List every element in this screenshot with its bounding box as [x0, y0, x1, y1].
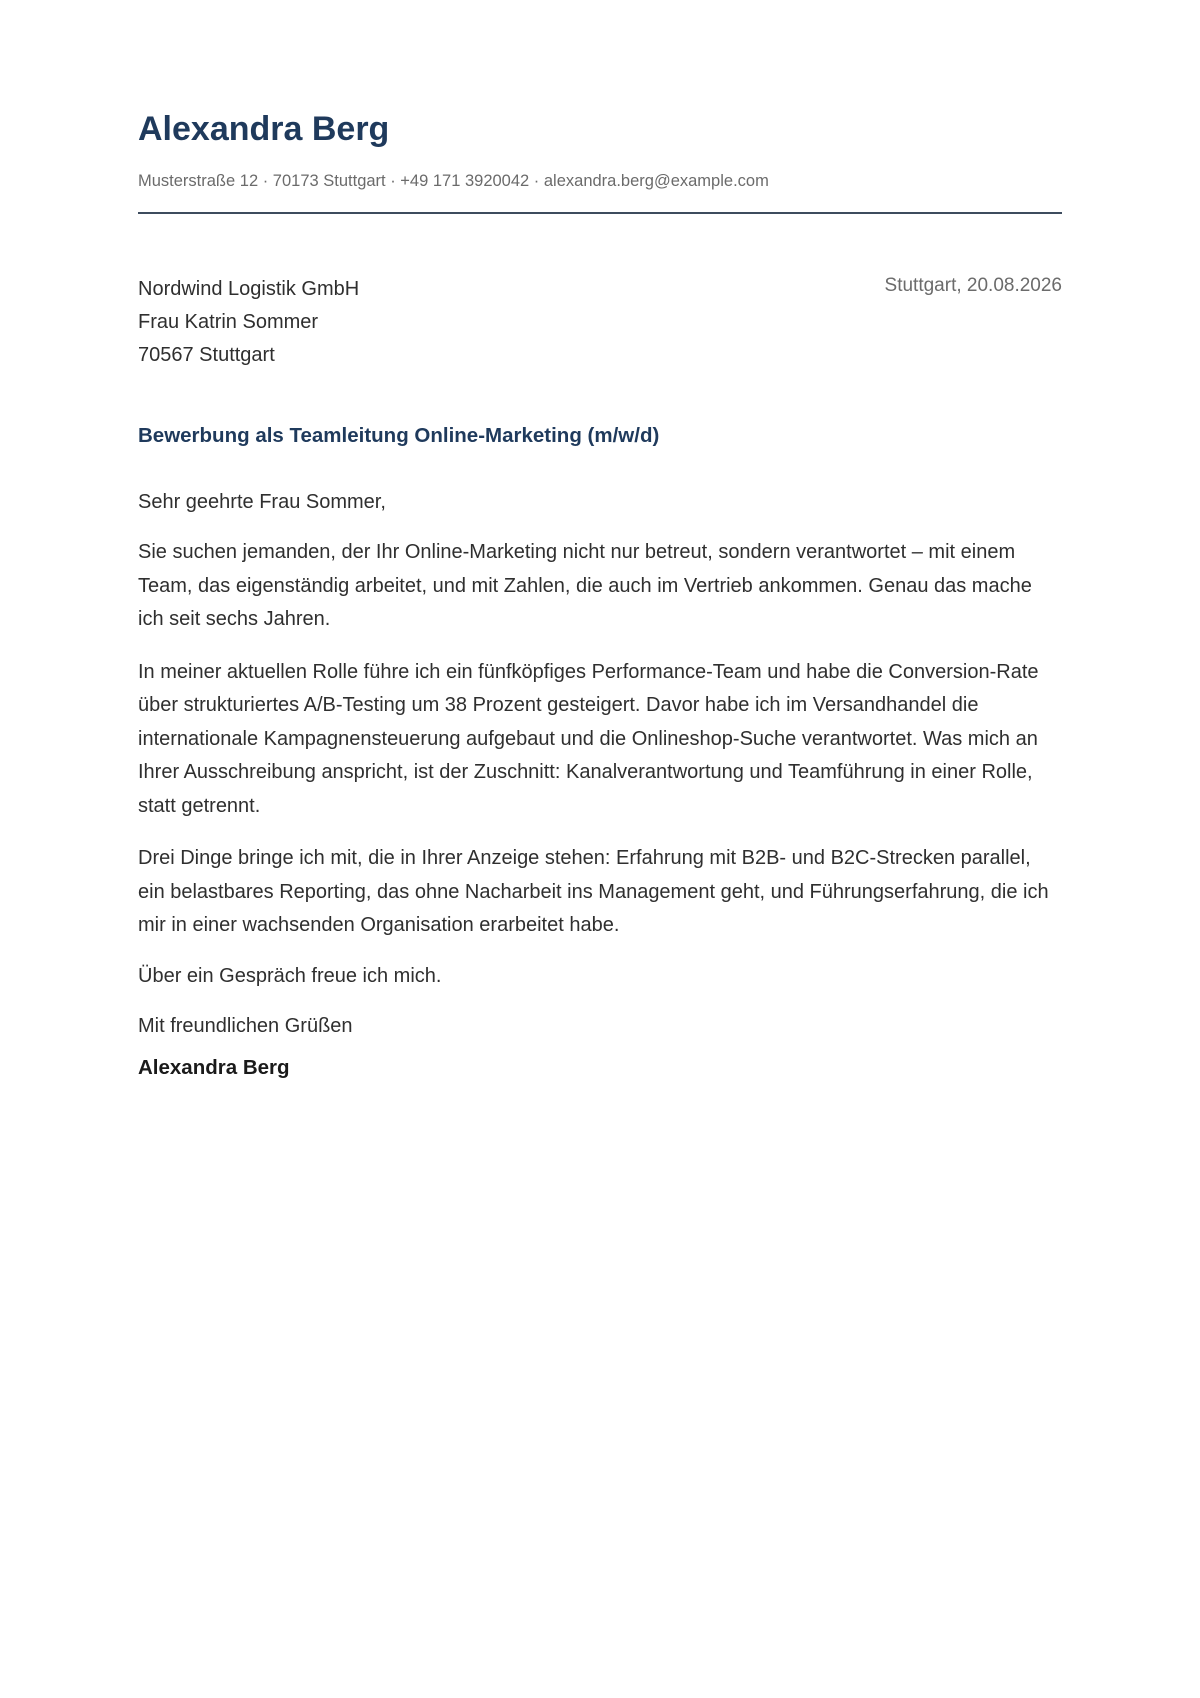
regards: Mit freundlichen Grüßen	[138, 1014, 353, 1037]
recipient-company: Nordwind Logistik GmbH	[138, 278, 360, 300]
recipient-person: Frau Katrin Sommer	[138, 311, 319, 333]
letter-subject: Bewerbung als Teamleitung Online-Marketing (m/w/d)	[138, 424, 660, 447]
recipient-city: 70567 Stuttgart	[138, 344, 275, 366]
header-divider	[138, 212, 1062, 214]
salutation: Sehr geehrte Frau Sommer,	[138, 491, 386, 513]
signature-name: Alexandra Berg	[138, 1055, 290, 1079]
sender-contact-line: Musterstraße 12 · 70173 Stuttgart · +49 171 3920042 · alexandra.berg@example.com	[138, 172, 769, 190]
body-paragraph-1: Sie suchen jemanden, der Ihr Online-Marketing nicht nur betreut, sondern verantwortet – mit einem Team, das eigenständig arbeitet, und mit Zahlen, die auch im Vertrieb ankommen. Genau das mache ich seit sechs Jahren.	[138, 541, 1032, 630]
body-paragraph-2: In meiner aktuellen Rolle führe ich ein fünfköpfiges Performance-Team und habe die Conversion-Rate über strukturiertes A/B-Testing um 38 Prozent gesteigert. Davor habe ich im Versandhandel die internationale Kampagnensteuerung aufgebaut und die Onlineshop-Suche verantwortet. Was mich an Ihrer Ausschreibung anspricht, ist der Zuschnitt: Kanalverantwortung und Teamführung in einer Rolle, statt getrennt.	[138, 660, 1039, 817]
letter-date: Stuttgart, 20.08.2026	[884, 275, 1062, 296]
closing-line: Über ein Gespräch freue ich mich.	[138, 964, 442, 987]
sender-name: Alexandra Berg	[138, 110, 390, 148]
address-block	[138, 273, 1062, 372]
body-paragraph-3: Drei Dinge bringe ich mit, die in Ihrer Anzeige stehen: Erfahrung mit B2B- und B2C-Strecken parallel, ein belastbares Reporting, das ohne Nacharbeit ins Management geht, und Führungserfahrung, die ich mir in einer wachsenden Organisation erarbeitet habe.	[138, 847, 1049, 936]
